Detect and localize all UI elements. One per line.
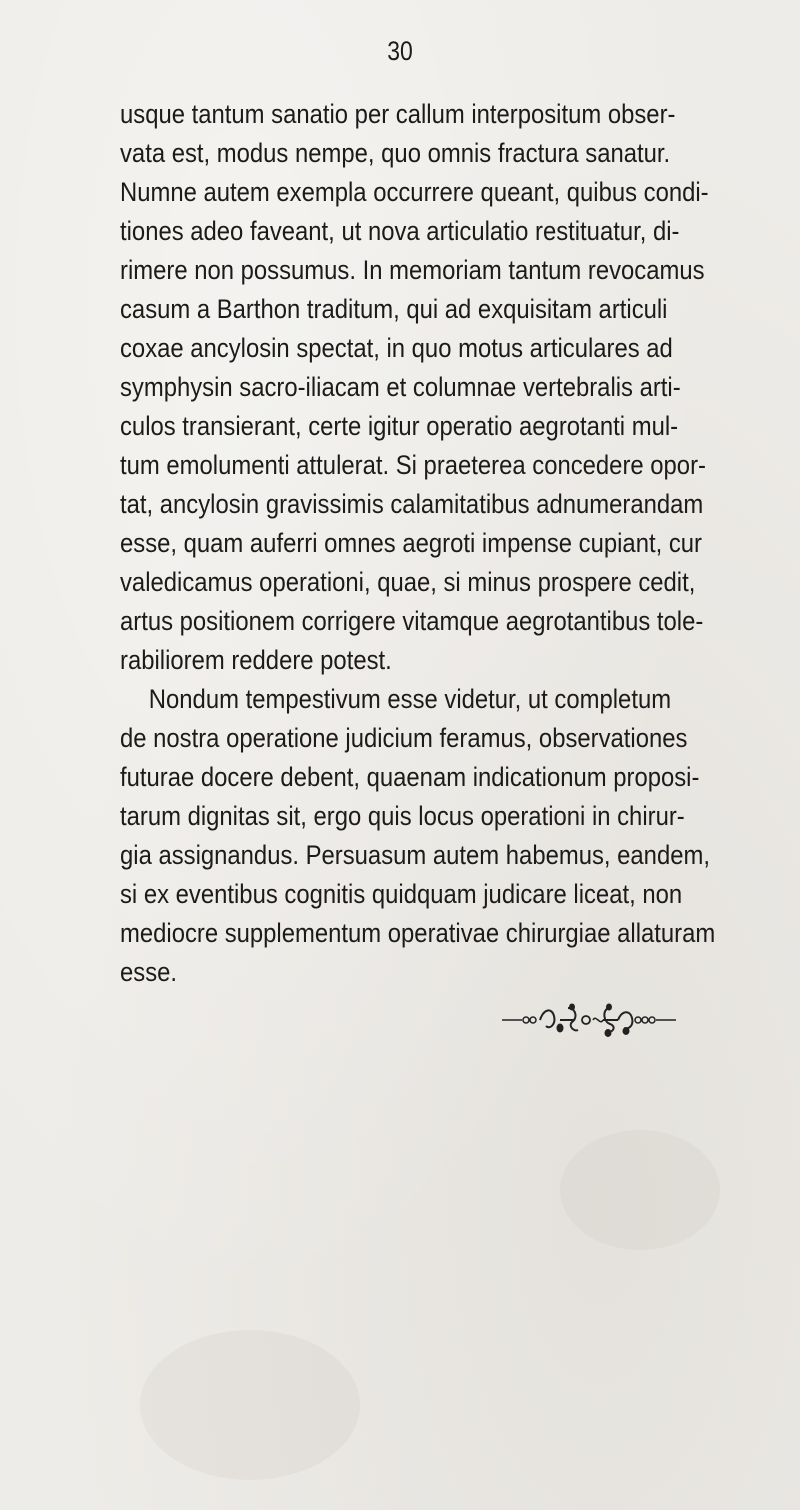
text-line: culos transierant, certe igitur operatio aegrotanti mul- — [120, 411, 679, 441]
text-line: valedicamus operationi, quae, si minus prospere cedit, — [120, 567, 696, 597]
text-line: de nostra operatione judicium feramus, observationes — [120, 723, 688, 753]
text-line: tiones adeo faveant, ut nova articulatio restituatur, di- — [120, 216, 680, 246]
text-line: vata est, modus nempe, quo omnis fractura sanatur. — [120, 138, 671, 168]
tailpiece-ornament-icon — [500, 1000, 680, 1040]
text-line: coxae ancylosin spectat, in quo motus articulares ad — [120, 333, 673, 363]
text-line: Nondum tempestivum esse videtur, ut completum — [148, 684, 672, 714]
paper-stain — [560, 1130, 720, 1250]
page-number: 30 — [387, 36, 413, 66]
text-line: symphysin sacro-iliacam et columnae vertebralis arti- — [120, 372, 681, 402]
text-line: si ex eventibus cognitis quidquam judicare liceat, non — [120, 879, 683, 909]
body-text — [120, 95, 790, 992]
text-line: tum emolumenti attulerat. Si praeterea concedere opor- — [120, 450, 706, 480]
text-line: futurae docere debent, quaenam indicationum proposi- — [120, 762, 700, 792]
text-line: Numne autem exempla occurrere queant, quibus condi- — [120, 177, 709, 207]
text-line: gia assignandus. Persuasum autem habemus, eandem, — [120, 840, 710, 870]
paper-stain — [140, 1330, 360, 1480]
text-line: rabiliorem reddere potest. — [120, 645, 392, 675]
text-line: tat, ancylosin gravissimis calamitatibus adnumerandam — [120, 489, 704, 519]
text-line: tarum dignitas sit, ergo quis locus operationi in chirur- — [120, 801, 685, 831]
text-line: artus positionem corrigere vitamque aegrotantibus tole- — [120, 606, 704, 636]
text-line: esse. — [120, 957, 178, 987]
text-line: usque tantum sanatio per callum interpositum obser- — [120, 99, 676, 129]
text-line: mediocre supplementum operativae chirurgiae allaturam — [120, 918, 716, 948]
text-line: esse, quam auferri omnes aegroti impense cupiant, cur — [120, 528, 702, 558]
text-line: casum a Barthon traditum, qui ad exquisitam articuli — [120, 294, 668, 324]
text-line: rimere non possumus. In memoriam tantum revocamus — [120, 255, 705, 285]
